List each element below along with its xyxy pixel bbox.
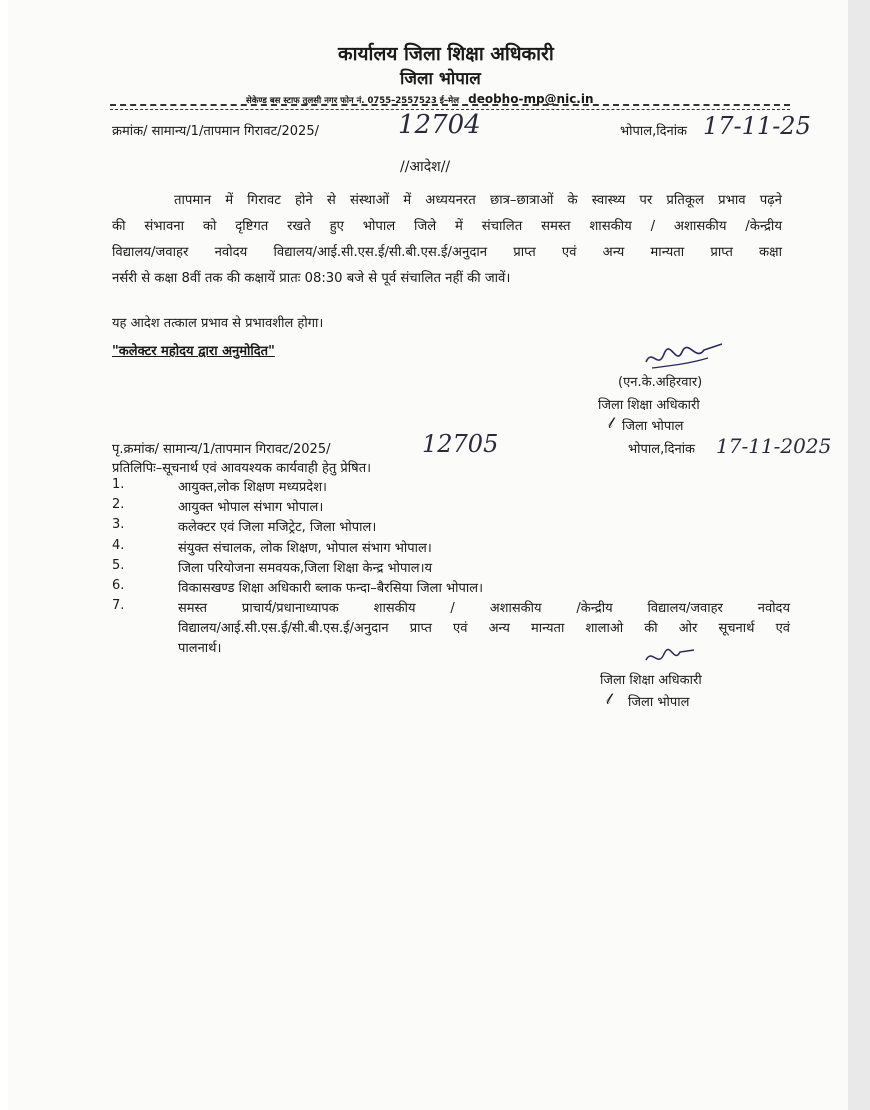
- endorsement-date-label: भोपाल,दिनांक: [628, 442, 696, 457]
- order-reference: क्रमांक/ सामान्य/1/तापमान गिरावट/2025/: [112, 124, 319, 139]
- recipient-text: जिला परियोजना समवयक,जिला शिक्षा केन्द्र भोपाल।य: [178, 561, 433, 576]
- initials-mark-2: 𝓁: [606, 690, 611, 708]
- effect-line: यह आदेश तत्काल प्रभाव से प्रभावशील होगा।: [112, 316, 324, 331]
- recipient-number: 6.: [112, 578, 125, 593]
- recipient-text: समस्त प्राचार्य/प्रधानाध्यापक शासकीय / अशासकीय /केन्द्रीय विद्यालय/जवाहर नवोदय: [178, 601, 790, 616]
- recipient-number: 3.: [112, 517, 125, 532]
- collector-approval: "कलेक्टर महोदय द्वारा अनुमोदित": [112, 344, 275, 359]
- order-number-handwritten: 12704: [398, 110, 481, 140]
- recipient-number: 2.: [112, 497, 125, 512]
- signatory-district-1: जिला भोपाल: [622, 419, 684, 434]
- copy-heading: प्रतिलिपिः–सूचनार्थ एवं आवयश्यक कार्यवाही हेतु प्रेषित।: [112, 461, 372, 476]
- signatory-designation-2: जिला शिक्षा अधिकारी: [600, 673, 702, 688]
- order-body-line-4: नर्सरी से कक्षा 8वीं तक की कक्षायें प्रातः 08:30 बजे से पूर्व संचालित नहीं की जावें।: [112, 271, 511, 286]
- recipient-number: 7.: [112, 598, 125, 613]
- recipient-number: 4.: [112, 538, 125, 553]
- order-body: [112, 188, 792, 298]
- signatory-district-2: जिला भोपाल: [628, 695, 690, 710]
- endorsement-reference: पृ.क्रमांक/ सामान्य/1/तापमान गिरावट/2025/: [112, 442, 331, 457]
- recipient-text: विकासखण्ड शिक्षा अधिकारी ब्लाक फन्दा–बैरसिया जिला भोपाल।: [178, 581, 483, 596]
- signatory-name: (एन.के.अहिरवार): [618, 375, 703, 390]
- endorsement-date-handwritten: 17-11-2025: [716, 434, 832, 458]
- endorsement-number-handwritten: 12705: [422, 430, 499, 458]
- order-title: //आदेश//: [400, 159, 451, 175]
- recipient-text: आयुक्त भोपाल संभाग भोपाल।: [178, 500, 324, 515]
- recipient-number: 1.: [112, 477, 125, 492]
- office-title: कार्यालय जिला शिक्षा अधिकारी: [338, 43, 554, 65]
- recipient-text: संयुक्त संचालक, लोक शिक्षण, भोपाल संभाग भोपाल।: [178, 541, 432, 556]
- recipient-text: विद्यालय/आई.सी.एस.ई/सी.बी.एस.ई/अनुदान प्राप्त एवं अन्य मान्यता शालाओ की ओर सूचनार्थ एवं: [178, 621, 790, 636]
- order-body-line-1: तापमान में गिरावट होने से संस्थाओं में अध्ययनरत छात्र–छात्राओं के स्वास्थ्य पर प्रतिकूल प्रभाव पढ़ने: [174, 193, 782, 208]
- district-title: जिला भोपाल: [400, 69, 481, 89]
- order-body-line-2: की संभावना को दृष्टिगत रखते हुए भोपाल जिले में संचालित समस्त शासकीय / अशासकीय /केन्द्रीय: [112, 219, 782, 234]
- scan-edge: [848, 0, 870, 1110]
- recipient-text: आयुक्त,लोक शिक्षण मध्यप्रदेश।: [178, 480, 327, 495]
- order-body-line-3: विद्यालय/जवाहर नवोदय विद्यालय/आई.सी.एस.ई/सी.बी.एस.ई/अनुदान प्राप्त एवं अन्य मान्यता प्राप्त कक्षा: [112, 245, 782, 260]
- recipient-text: पालनार्थ।: [178, 641, 222, 656]
- order-date-handwritten: 17-11-25: [703, 112, 811, 140]
- address-text: सेकेण्ड बस स्टाफ तुलसी नगर फोन नं. 0755–2557523 ई–मेल: [246, 96, 460, 106]
- order-date-label: भोपाल,दिनांक: [620, 124, 688, 139]
- initials-mark-1: 𝓁: [608, 414, 613, 432]
- recipient-number: 5.: [112, 558, 125, 573]
- recipient-text: कलेक्टर एवं जिला मजिट्रेट, जिला भोपाल।: [178, 520, 377, 535]
- email-address: deobho-mp@nic.in: [468, 92, 594, 106]
- header-divider: [110, 104, 790, 106]
- signatory-designation-1: जिला शिक्षा अधिकारी: [598, 398, 700, 413]
